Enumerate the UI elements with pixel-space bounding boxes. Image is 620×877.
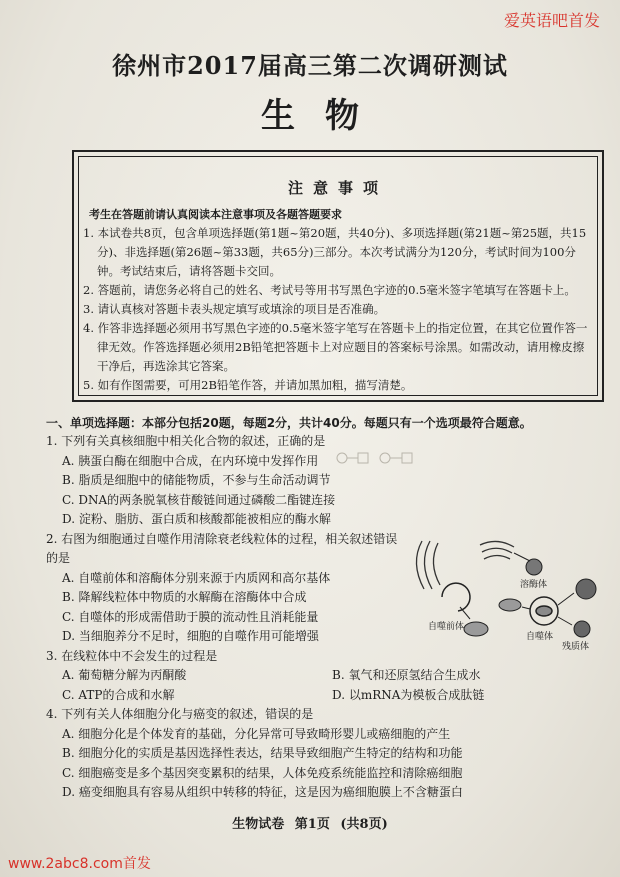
autophagy-precursor <box>442 583 470 611</box>
question-stem: 1. 下列有关真核细胞中相关化合物的叙述，正确的是 <box>46 434 326 448</box>
question-3 <box>46 647 606 706</box>
page-title: 徐州市2017届高三第二次调研测试 <box>112 51 508 80</box>
option-a: A. 自噬前体和溶酶体分别来源于内质网和高尔基体 <box>62 570 331 585</box>
label-autophagosome: 自噬体 <box>526 632 554 642</box>
option-c: C. 细胞癌变是多个基因突变累积的结果，人体免疫系统能监控和清除癌细胞 <box>62 765 463 780</box>
mitochondrion <box>464 599 521 636</box>
option-d: D. 淀粉、脂肪、蛋白质和核酸都能被相应的酶水解 <box>62 512 331 526</box>
option-d: D. 以mRNA为模板合成肽链 <box>332 687 485 702</box>
option-b: B. 细胞分化的实质是基因选择性表达，结果导致细胞产生特定的结构和功能 <box>62 746 463 760</box>
option-d: D. 当细胞养分不足时，细胞的自噬作用可能增强 <box>62 629 319 643</box>
notice-title: 注意事项 <box>287 179 388 197</box>
residual-body <box>574 579 596 637</box>
footer-total: (共8页) <box>340 817 388 832</box>
autophagosome <box>530 597 558 625</box>
question-1 <box>46 432 606 530</box>
option-a: A. 胰蛋白酶在细胞中合成，在内环境中发挥作用 <box>62 453 319 468</box>
source-tag-bottom: www.2abc8.com首发 <box>8 856 151 872</box>
question-stem: 4. 下列有关人体细胞分化与癌变的叙述，错误的是 <box>46 707 314 721</box>
page-footer <box>0 813 620 832</box>
endoplasmic-reticulum <box>416 541 440 589</box>
option-b: B. 氧气和还原氢结合生成水 <box>332 668 481 682</box>
label-precursor: 自噬前体 <box>428 622 465 632</box>
notice-inner <box>78 156 598 396</box>
notice-item-2: 2. 答题前，请您务必将自己的姓名、考试号等用书写黑色字迹的0.5毫米签字笔填写在答题卡上。 <box>83 283 576 297</box>
question-stem: 2. 右图为细胞通过自噬作用清除衰老线粒体的过程，相关叙述错误的是 <box>46 531 398 565</box>
source-tag-top: 爱英语吧首发 <box>503 11 600 30</box>
lysosome <box>526 559 542 575</box>
section-heading: 一、单项选择题：本部分包括20题，每题2分，共计40分。每题只有一个选项最符合题意。 <box>46 416 532 430</box>
notice-item-1: 1. 本试卷共8页，包含单项选择题(第1题~第20题，共40分)、多项选择题(第21题~第25题，共15分)、非选择题(第26题~第33题，共65分)三部分。本次考试满分为120分，考试时间为100分钟。考试结束后，请将答题卡交回。 <box>83 226 587 278</box>
option-c: C. ATP的合成和水解 <box>62 687 175 702</box>
option-d: D. 癌变细胞具有容易从组织中转移的特征，这是因为癌细胞膜上不含糖蛋白 <box>62 785 463 799</box>
notice-box <box>72 150 604 402</box>
golgi-apparatus <box>480 541 514 559</box>
footer-page: 第1页 <box>294 817 330 832</box>
notice-intro: 考生在答题前请认真阅读本注意事项及各题答题要求 <box>89 208 342 221</box>
option-b: B. 脂质是细胞中的储能物质，不参与生命活动调节 <box>62 473 331 487</box>
option-a: A. 葡萄糖分解为丙酮酸 <box>62 668 187 682</box>
notice-item-4: 4. 作答非选择题必须用书写黑色字迹的0.5毫米签字笔写在答题卡上的指定位置，在其它位置作答一律无效。作答选择题必须用2B铅笔把答题卡上对应题目的答案标号涂黑。如需改动，请用橡皮擦干净后，再选涂其它答案。 <box>83 321 588 373</box>
option-row <box>46 666 606 686</box>
notice-item-5: 5. 如有作图需要，可用2B铅笔作答，并请加黑加粗，描写清楚。 <box>83 378 413 392</box>
option-c: C. 自噬体的形成需借助于膜的流动性且消耗能量 <box>62 609 319 624</box>
label-lysosome: 溶酶体 <box>520 580 548 590</box>
question-4 <box>46 705 606 803</box>
option-row <box>46 686 606 706</box>
option-a: A. 细胞分化是个体发育的基础，分化异常可导致畸形婴儿或癌细胞的产生 <box>62 726 451 741</box>
option-c: C. DNA的两条脱氧核苷酸链间通过磷酸二酯键连接 <box>62 492 336 507</box>
footer-subject: 生物试卷 <box>232 817 285 832</box>
label-residual: 残质体 <box>562 642 590 652</box>
autophagy-diagram <box>402 533 606 653</box>
question-2 <box>46 530 401 647</box>
question-stem: 3. 在线粒体中不会发生的过程是 <box>46 648 218 663</box>
option-b: B. 降解线粒体中物质的水解酶在溶酶体中合成 <box>62 590 307 604</box>
notice-item-3: 3. 请认真核对答题卡表头规定填写或填涂的项目是否准确。 <box>83 302 386 316</box>
subject-title: 生物 <box>261 96 389 136</box>
